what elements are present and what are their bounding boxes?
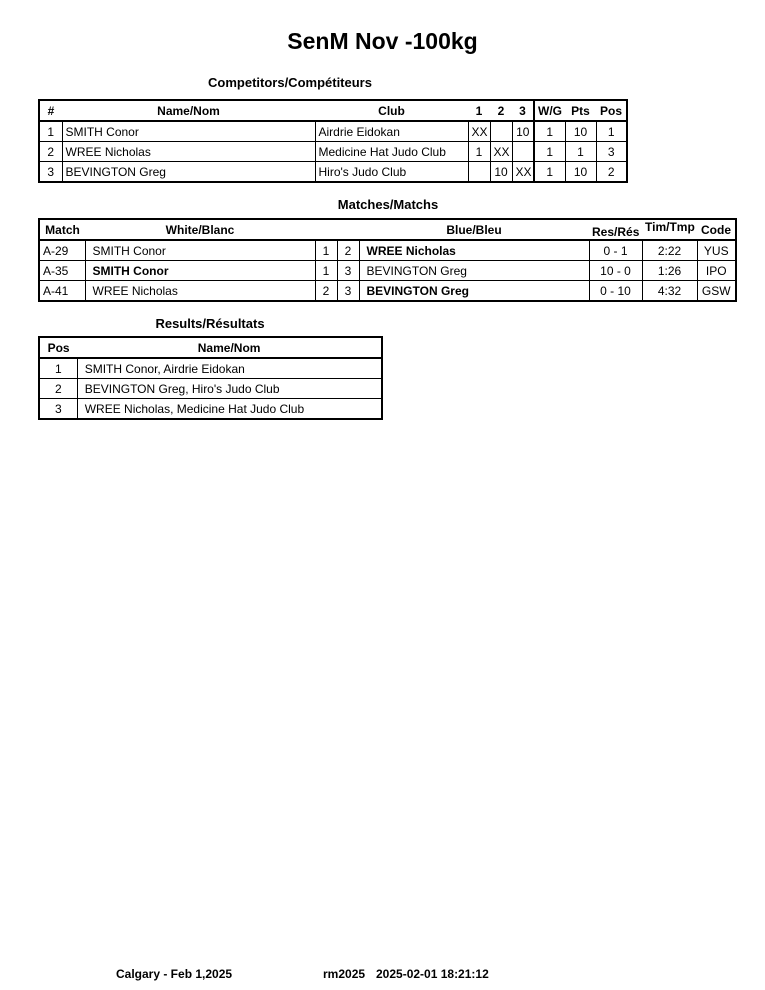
table-row	[39, 358, 382, 379]
white-num: 2	[315, 281, 337, 302]
wg-cell: 1	[534, 142, 565, 162]
col-wg: W/G	[534, 100, 565, 121]
pos-cell: 1	[596, 121, 627, 142]
competitors-heading: Competitors/Compétiteurs	[208, 75, 372, 90]
table-row	[39, 379, 382, 399]
table-row	[39, 261, 736, 281]
table-row	[39, 162, 627, 183]
col-result-pos: Pos	[39, 337, 77, 358]
table-row	[39, 121, 627, 142]
col-time: Tim/Tmp	[642, 219, 697, 240]
pts-cell: 10	[565, 162, 596, 183]
competitors-table	[38, 99, 628, 183]
col-round-3: 3	[512, 100, 534, 121]
round-3-cell: XX	[512, 162, 534, 183]
competitor-name: SMITH Conor	[62, 121, 315, 142]
competitor-name: BEVINGTON Greg	[62, 162, 315, 183]
round-3-cell: 10	[512, 121, 534, 142]
col-round-2: 2	[490, 100, 512, 121]
footer-software: rm2025	[323, 967, 366, 981]
table-row	[39, 240, 736, 261]
col-round-1: 1	[468, 100, 490, 121]
page-title: SenM Nov -100kg	[287, 28, 478, 54]
match-result: 0 - 10	[589, 281, 642, 302]
matches-table	[38, 218, 737, 302]
wg-cell: 1	[534, 162, 565, 183]
col-pos: Pos	[596, 100, 627, 121]
col-num: #	[39, 100, 62, 121]
wg-cell: 1	[534, 121, 565, 142]
match-code: IPO	[697, 261, 736, 281]
competitors-header-row	[39, 100, 627, 121]
competitor-num: 1	[39, 121, 62, 142]
round-1-cell: 1	[468, 142, 490, 162]
table-row	[39, 142, 627, 162]
blue-player: BEVINGTON Greg	[359, 281, 589, 302]
match-code: GSW	[697, 281, 736, 302]
round-3-cell	[512, 142, 534, 162]
result-name: SMITH Conor, Airdrie Eidokan	[77, 358, 382, 379]
results-heading: Results/Résultats	[155, 316, 265, 331]
footer-timestamp: 2025-02-01 18:21:12	[376, 967, 489, 981]
white-player: WREE Nicholas	[85, 281, 315, 302]
matches-header-row	[39, 219, 736, 240]
col-result-name: Name/Nom	[77, 337, 382, 358]
competitor-num: 2	[39, 142, 62, 162]
results-header-row	[39, 337, 382, 358]
blue-player: WREE Nicholas	[359, 240, 589, 261]
pos-cell: 2	[596, 162, 627, 183]
pos-cell: 3	[596, 142, 627, 162]
col-white: White/Blanc	[85, 219, 315, 240]
result-name: WREE Nicholas, Medicine Hat Judo Club	[77, 399, 382, 420]
match-result: 10 - 0	[589, 261, 642, 281]
result-pos: 3	[39, 399, 77, 420]
match-code: YUS	[697, 240, 736, 261]
round-1-cell: XX	[468, 121, 490, 142]
result-pos: 2	[39, 379, 77, 399]
table-row	[39, 281, 736, 302]
competitor-club: Hiro's Judo Club	[315, 162, 468, 183]
match-id: A-35	[39, 261, 85, 281]
match-time: 1:26	[642, 261, 697, 281]
round-2-cell: XX	[490, 142, 512, 162]
competitor-club: Airdrie Eidokan	[315, 121, 468, 142]
col-name: Name/Nom	[62, 100, 315, 121]
pts-cell: 10	[565, 121, 596, 142]
table-row	[39, 399, 382, 420]
competitor-club: Medicine Hat Judo Club	[315, 142, 468, 162]
col-blue-num	[337, 219, 359, 240]
competitor-num: 3	[39, 162, 62, 183]
match-time: 4:32	[642, 281, 697, 302]
result-name: BEVINGTON Greg, Hiro's Judo Club	[77, 379, 382, 399]
white-player: SMITH Conor	[85, 240, 315, 261]
results-table	[38, 336, 383, 420]
round-2-cell: 10	[490, 162, 512, 183]
blue-num: 3	[337, 281, 359, 302]
blue-num: 3	[337, 261, 359, 281]
pts-cell: 1	[565, 142, 596, 162]
round-2-cell	[490, 121, 512, 142]
blue-num: 2	[337, 240, 359, 261]
white-num: 1	[315, 261, 337, 281]
blue-player: BEVINGTON Greg	[359, 261, 589, 281]
matches-heading: Matches/Matchs	[337, 197, 439, 212]
match-id: A-29	[39, 240, 85, 261]
white-num: 1	[315, 240, 337, 261]
col-blue: Blue/Bleu	[359, 219, 589, 240]
col-code: Code	[697, 219, 736, 240]
match-result: 0 - 1	[589, 240, 642, 261]
white-player: SMITH Conor	[85, 261, 315, 281]
col-white-num	[315, 219, 337, 240]
col-pts: Pts	[565, 100, 596, 121]
col-match: Match	[39, 219, 85, 240]
result-pos: 1	[39, 358, 77, 379]
competitor-name: WREE Nicholas	[62, 142, 315, 162]
col-result: Res/Rés	[589, 219, 642, 240]
round-1-cell	[468, 162, 490, 183]
match-id: A-41	[39, 281, 85, 302]
col-club: Club	[315, 100, 468, 121]
footer-location-date: Calgary - Feb 1,2025	[116, 967, 233, 981]
match-time: 2:22	[642, 240, 697, 261]
